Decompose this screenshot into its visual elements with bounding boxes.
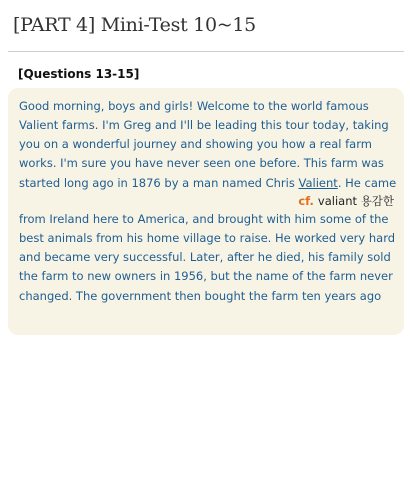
page-title: [PART 4] Mini-Test 10~15 (13, 14, 256, 36)
note-term: valiant (317, 194, 358, 208)
vocab-word-valient: Valient (298, 176, 338, 190)
title-divider (8, 51, 404, 52)
passage-line: you on a wonderful journey and showing you how a real farm (19, 137, 372, 151)
vocab-note (298, 193, 394, 209)
passage-line: works. I'm sure you have never seen one before. This farm was (19, 156, 384, 170)
passage-line: and became very successful. Later, after he died, his family sold (19, 250, 391, 264)
passage-text: started long ago in 1876 by a man named Chris (19, 176, 299, 190)
passage-line (19, 175, 396, 191)
passage-line: Good morning, boys and girls! Welcome to the world famous (19, 99, 369, 113)
passage-line: changed. The government then bought the farm ten years ago (19, 289, 382, 303)
note-cf: cf. (298, 194, 314, 208)
passage-line: best animals from his home village to raise. He worked very hard (19, 231, 396, 245)
passage-line: the farm to new owners in 1956, but the name of the farm never (19, 269, 393, 283)
passage-text: . He came (337, 176, 397, 190)
note-meaning: 용감한 (360, 194, 394, 208)
questions-label: [Questions 13-15] (18, 67, 140, 81)
passage-line: Valient farms. I'm Greg and I'll be leading this tour today, taking (19, 118, 389, 132)
passage-line: from Ireland here to America, and brought with him some of the (19, 212, 389, 226)
